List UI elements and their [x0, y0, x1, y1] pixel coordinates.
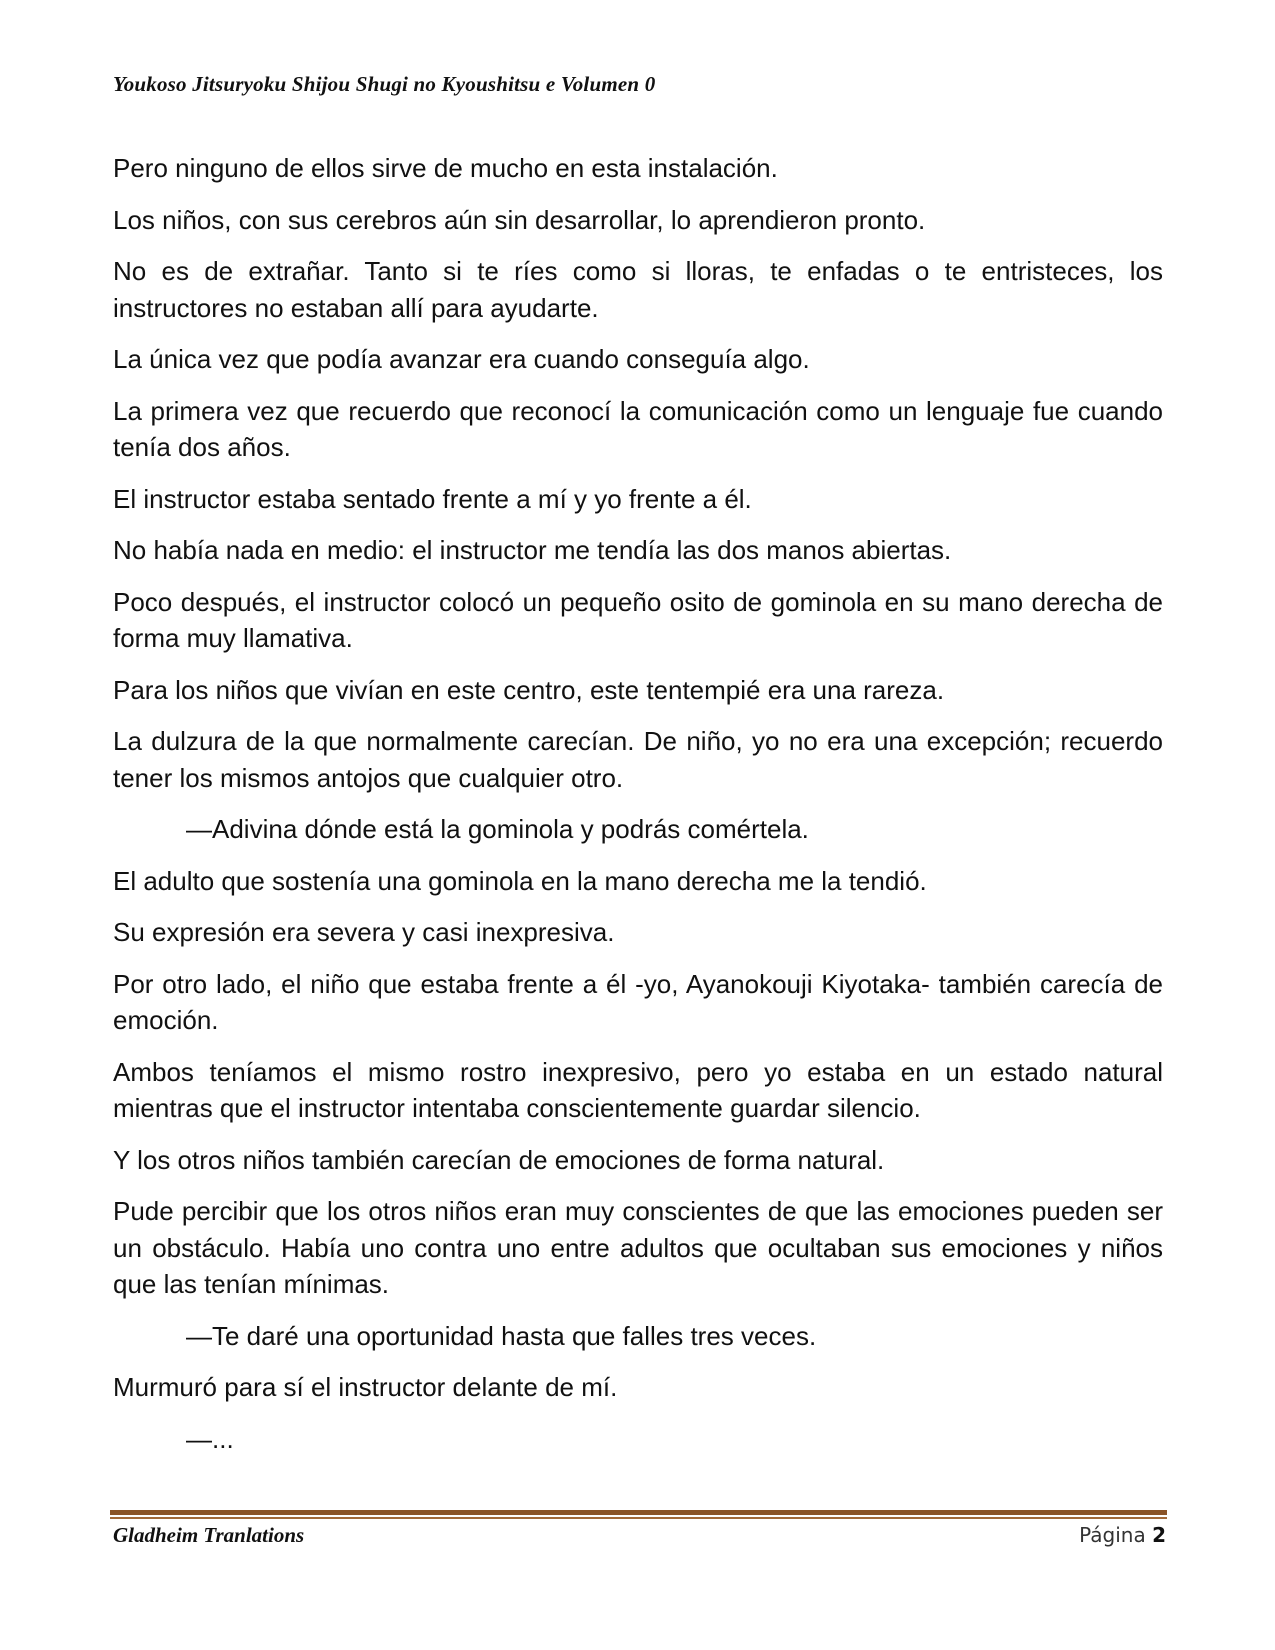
paragraph: Para los niños que vivían en este centro, este tentempié era una rareza. [113, 674, 945, 705]
paragraph: Pude percibir que los otros niños eran muy conscientes de que las emociones pueden ser un obstáculo. Había uno contra uno entre adultos que ocultaban sus emociones y niños que las tenían mínimas. [113, 1196, 1163, 1299]
paragraph: La primera vez que recuerdo que reconocí la comunicación como un lenguaje fue cuando tenía dos años. [113, 395, 1163, 462]
paragraph: No es de extrañar. Tanto si te ríes como si lloras, te enfadas o te entristeces, los instructores no estaban allí para ayudarte. [113, 256, 1163, 323]
paragraph: El adulto que sostenía una gominola en la mano derecha me la tendió. [113, 865, 927, 896]
footer-divider-thick [110, 1510, 1167, 1515]
paragraph: Pero ninguno de ellos sirve de mucho en esta instalación. [113, 153, 778, 183]
footer-divider-thin [110, 1517, 1167, 1519]
paragraph: Ambos teníamos el mismo rostro inexpresivo, pero yo estaba en un estado natural mientras que el instructor intentaba conscientemente guardar silencio. [113, 1056, 1163, 1123]
page-header-title: Youkoso Jitsuryoku Shijou Shugi no Kyoushitsu e Volumen 0 [113, 72, 656, 96]
paragraph: Por otro lado, el niño que estaba frente a él -yo, Ayanokouji Kiyotaka- también carecía de emoción. [113, 968, 1163, 1035]
footer-page-indicator [1079, 1523, 1166, 1547]
paragraph: El instructor estaba sentado frente a mí y yo frente a él. [113, 483, 752, 514]
paragraph: Los niños, con sus cerebros aún sin desarrollar, lo aprendieron pronto. [113, 204, 926, 235]
dialogue-line: —Te daré una oportunidad hasta que falles tres veces. [186, 1320, 817, 1351]
paragraph: La dulzura de la que normalmente carecían. De niño, yo no era una excepción; recuerdo tener los mismos antojos que cualquier otro. [113, 726, 1163, 793]
paragraph: Murmuró para sí el instructor delante de mí. [113, 1372, 618, 1402]
page-label: Página [1079, 1523, 1146, 1547]
paragraph: Poco después, el instructor colocó un pequeño osito de gominola en su mano derecha de forma muy llamativa. [113, 586, 1163, 653]
document-body [113, 150, 1163, 1472]
footer-translator: Gladheim Tranlations [113, 1523, 305, 1547]
dialogue-line: —... [186, 1423, 234, 1454]
paragraph: Y los otros niños también carecían de emociones de forma natural. [113, 1144, 885, 1175]
paragraph: La única vez que podía avanzar era cuando conseguía algo. [113, 344, 810, 374]
dialogue-line: —Adivina dónde está la gominola y podrás comértela. [186, 814, 809, 844]
paragraph: No había nada en medio: el instructor me tendía las dos manos abiertas. [113, 535, 952, 565]
page-number: 2 [1152, 1523, 1166, 1547]
paragraph: Su expresión era severa y casi inexpresiva. [113, 917, 615, 947]
